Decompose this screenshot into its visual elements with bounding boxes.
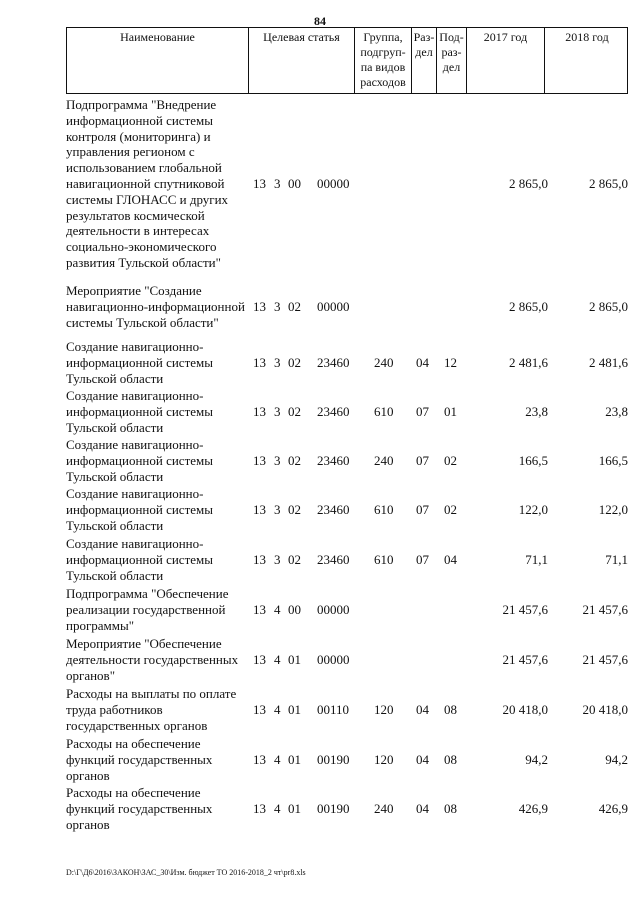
row-name-line: Создание навигационно- [66,388,204,403]
amount-2017: 426,9 [518,800,548,816]
header-section-line: дел [415,45,433,59]
row-name-line: труда работников [66,701,163,717]
expense-group: 240 [374,800,394,816]
row-name-line: Расходы на обеспечение [66,736,201,751]
amount-2018: 23,8 [605,403,628,419]
code-subprogram: 3 [274,354,281,370]
row-name-line: Создание навигационно- [66,437,204,452]
row-name-line: Мероприятие "Создание [66,283,202,298]
code-program: 13 [253,651,266,667]
row-name-line: Подпрограмма "Обеспечение [66,586,229,601]
code-subprogram: 4 [274,701,281,717]
row-name-line: информационной системы [66,112,213,128]
code-subprogram: 4 [274,751,281,767]
amount-2017: 20 418,0 [502,701,548,717]
row-name [66,686,248,733]
row-name-line: Расходы на выплаты по оплате [66,686,237,701]
amount-2018: 426,9 [598,800,628,816]
header-year-2017: 2017 год [467,28,545,93]
expense-group: 610 [374,551,394,567]
row-name-line: функций государственных [66,800,213,816]
row-name-line: Тульской области [66,567,164,583]
code-program: 13 [253,501,266,517]
amount-2017: 2 481,6 [509,354,548,370]
row-name-line: навигационной спутниковой [66,175,225,191]
code-subprogram: 3 [274,298,281,314]
table-header [66,27,628,94]
section-code: 04 [416,701,429,717]
code-program: 13 [253,298,266,314]
code-subprogram: 3 [274,403,281,419]
amount-2018: 2 865,0 [589,176,628,191]
row-name-line: Расходы на обеспечение [66,785,201,800]
row-name-line: социально-экономического [66,239,217,255]
section-code: 04 [416,354,429,370]
amount-2017: 94,2 [525,751,548,767]
code-direction: 23460 [317,354,350,370]
header-target-article: Целевая статья [249,28,355,93]
header-group-line: Группа, [363,30,403,44]
row-name [66,785,248,832]
subsection-code: 12 [444,354,457,370]
code-subprogram: 3 [274,501,281,517]
expense-group: 240 [374,354,394,370]
code-direction: 23460 [317,501,350,517]
row-name-line: Тульской области [66,419,164,435]
header-group-line: расходов [360,75,406,89]
code-measure: 02 [288,403,301,419]
row-name [66,437,248,484]
row-name-line: информационной системы [66,354,213,370]
code-subprogram: 4 [274,800,281,816]
row-name-line: органов [66,816,110,832]
expense-group: 610 [374,403,394,419]
amount-2017: 122,0 [518,501,548,517]
header-subsection-line: дел [442,60,461,74]
code-subprogram: 3 [274,551,281,567]
row-name [66,388,248,435]
expense-group: 610 [374,501,394,517]
budget-table [66,27,628,832]
row-name-line: результатов космической [66,207,205,223]
amount-2018: 2 865,0 [589,298,628,314]
section-code: 07 [416,551,429,567]
row-name-line: управления регионом с [66,144,195,160]
code-program: 13 [253,452,266,468]
header-group-line: подгруп- [360,45,406,59]
code-program: 13 [253,354,266,370]
section-code: 07 [416,403,429,419]
expense-group: 120 [374,701,394,717]
code-measure: 01 [288,651,301,667]
code-direction: 00190 [317,751,350,767]
subsection-code: 02 [444,501,457,517]
row-name [66,636,248,683]
amount-2017: 71,1 [525,551,548,567]
code-direction: 23460 [317,403,350,419]
subsection-code: 02 [444,452,457,468]
section-code: 07 [416,452,429,468]
amount-2018: 122,0 [598,501,628,517]
amount-2017: 23,8 [525,403,548,419]
code-measure: 02 [288,551,301,567]
header-subsection-line: раз- [441,45,462,59]
header-section [412,28,437,93]
code-measure: 02 [288,354,301,370]
header-group-line: па видов [360,60,406,74]
code-direction: 00190 [317,800,350,816]
code-measure: 01 [288,800,301,816]
code-program: 13 [253,601,266,617]
code-measure: 00 [288,601,301,617]
code-program: 13 [253,551,266,567]
code-direction: 00000 [317,601,350,617]
row-name-line: реализации государственной [66,601,226,617]
expense-group: 240 [374,452,394,468]
row-name-line: деятельности в интересах [66,223,210,239]
amount-2018: 21 457,6 [582,601,628,617]
code-program: 13 [253,751,266,767]
page-number: 84 [314,14,326,28]
expense-group: 120 [374,751,394,767]
code-measure: 00 [288,176,301,191]
row-name-line: информационной системы [66,452,213,468]
amount-2018: 2 481,6 [589,354,628,370]
file-path-footer: D:\Г\Д6\2016\ЗАКОН\ЗАС_30\Изм. бюджет ТО 2016-2018_2 чт\pr8.xls [66,868,306,877]
code-measure: 01 [288,751,301,767]
subsection-code: 01 [444,403,457,419]
row-name [66,97,248,271]
code-direction: 00000 [317,651,350,667]
header-subsection [437,28,467,93]
row-name-line: Подпрограмма "Внедрение [66,97,217,112]
row-name-line: использованием глобальной [66,160,222,176]
row-name [66,283,248,330]
header-section-line: Раз- [413,30,435,44]
code-subprogram: 4 [274,651,281,667]
row-name [66,339,248,386]
code-subprogram: 3 [274,452,281,468]
row-name-line: информационной системы [66,501,213,517]
amount-2017: 166,5 [518,452,548,468]
amount-2018: 94,2 [605,751,628,767]
row-name-line: функций государственных [66,751,213,767]
row-name [66,586,248,633]
header-subsection-line: Под- [439,30,464,44]
header-year-2018: 2018 год [565,30,609,44]
code-subprogram: 4 [274,601,281,617]
code-direction: 00110 [317,701,350,717]
code-direction: 23460 [317,452,350,468]
row-name [66,486,248,533]
amount-2017: 21 457,6 [502,601,548,617]
row-name-line: системы ГЛОНАСС и других [66,191,229,207]
code-direction: 00000 [317,298,350,314]
amount-2017: 21 457,6 [502,651,548,667]
amount-2017: 2 865,0 [509,298,548,314]
header-name: Наименование [67,28,249,93]
row-name-line: деятельности государственных [66,651,239,667]
row-name [66,736,248,783]
row-name-line: органов" [66,667,116,683]
amount-2018: 20 418,0 [582,701,628,717]
row-name-line: Создание навигационно- [66,339,204,354]
code-direction: 23460 [317,551,350,567]
row-name-line: навигационно-информационной [66,298,245,314]
section-code: 04 [416,800,429,816]
subsection-code: 04 [444,551,457,567]
row-name-line: развития Тульской области" [66,254,221,270]
row-name-line: Тульской области [66,517,164,533]
row-name [66,536,248,583]
amount-2018: 166,5 [598,452,628,468]
row-name-line: государственных органов [66,717,208,733]
code-program: 13 [253,403,266,419]
code-program: 13 [253,176,266,191]
header-group [355,28,412,93]
row-name-line: системы Тульской области" [66,314,219,330]
amount-2018: 21 457,6 [582,651,628,667]
row-name-line: Создание навигационно- [66,536,204,551]
row-name-line: программы" [66,617,135,633]
code-subprogram: 3 [274,176,281,191]
code-measure: 02 [288,452,301,468]
subsection-code: 08 [444,701,457,717]
row-name-line: Создание навигационно- [66,486,204,501]
row-name-line: Мероприятие "Обеспечение [66,636,222,651]
row-name-line: информационной системы [66,551,213,567]
section-code: 07 [416,501,429,517]
subsection-code: 08 [444,800,457,816]
code-measure: 02 [288,298,301,314]
code-program: 13 [253,701,266,717]
code-measure: 02 [288,501,301,517]
subsection-code: 08 [444,751,457,767]
section-code: 04 [416,751,429,767]
amount-2018: 71,1 [605,551,628,567]
amount-2017: 2 865,0 [509,176,548,191]
code-measure: 01 [288,701,301,717]
code-direction: 00000 [317,176,350,191]
row-name-line: органов [66,767,110,783]
row-name-line: информационной системы [66,403,213,419]
row-name-line: контроля (мониторинга) и [66,128,211,144]
row-name-line: Тульской области [66,370,164,386]
row-name-line: Тульской области [66,468,164,484]
code-program: 13 [253,800,266,816]
